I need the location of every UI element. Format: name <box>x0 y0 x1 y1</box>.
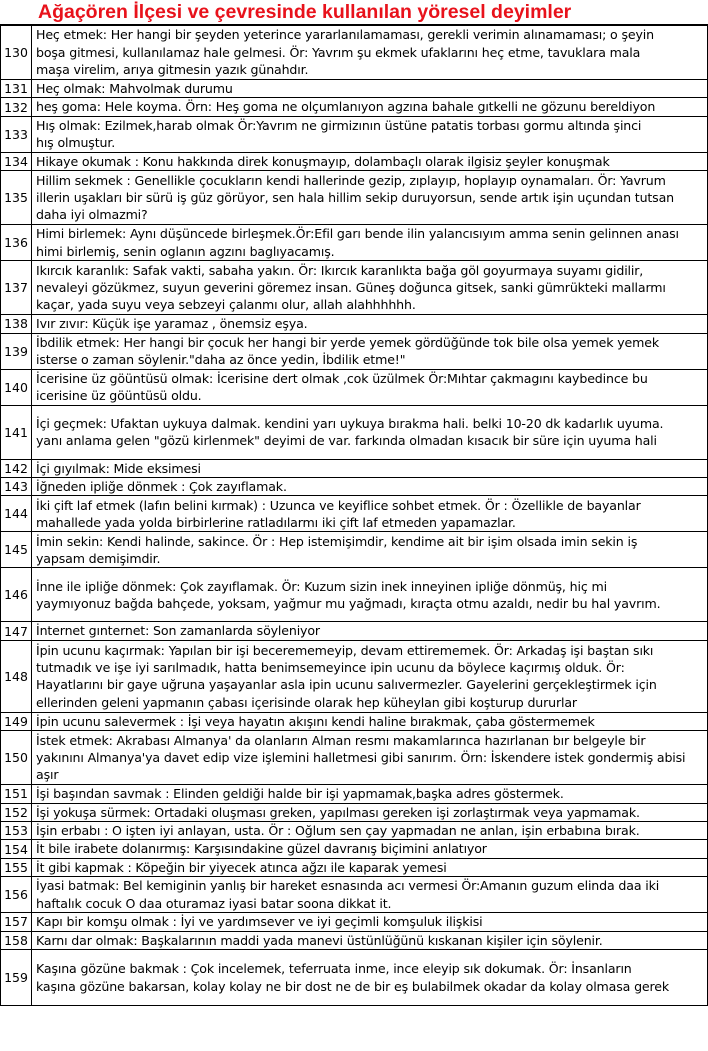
row-number: 130 <box>1 26 32 80</box>
idiom-text-line: İstek etmek: Akrabası Almanya' da olanların Alman resmı makamlarınca hazırlanan bır belgeyle bir <box>36 732 646 748</box>
idiom-text <box>32 369 708 405</box>
idiom-text-line: isterse o zaman söylenir."daha az önce yedin, İbdilik etme!" <box>36 352 406 368</box>
row-number: 149 <box>1 712 32 730</box>
idiom-text-line: İt bile irabete dolanırmış: Karşısındakine güzel davranış biçimini anlatıyor <box>36 841 487 857</box>
row-number: 158 <box>1 931 32 949</box>
row-number: 159 <box>1 950 32 1006</box>
row-number: 143 <box>1 478 32 496</box>
table-row <box>1 369 708 405</box>
idiom-text-line: İpin ucunu salevermek : İşi veya hayatın akışını kendi haline bırakmak, çaba göstermemek <box>36 713 595 729</box>
row-number: 153 <box>1 822 32 840</box>
table-row <box>1 116 708 152</box>
row-number: 147 <box>1 622 32 640</box>
row-number: 150 <box>1 731 32 785</box>
idiom-text <box>32 785 708 803</box>
idiom-text <box>32 532 708 568</box>
idiom-text-line: yanı anlama gelen "gözü kirlenmek" deyimi de var. farkında olmadan kısacık bir süre için uyuma hali <box>36 433 657 449</box>
row-number: 154 <box>1 840 32 858</box>
table-row <box>1 171 708 225</box>
row-number: 152 <box>1 803 32 821</box>
table-row <box>1 877 708 913</box>
idiom-text-line: maşa virelim, arıya gitmesin yazık günahdır. <box>36 62 309 78</box>
table-row <box>1 840 708 858</box>
idiom-text <box>32 478 708 496</box>
idiom-text-line: Hikaye okumak : Konu hakkında direk konuşmayıp, dolambaçlı olarak ilgisiz şeyler konuşmak <box>36 153 610 169</box>
idiom-text-line: Kapı bir komşu olmak : İyi ve yardımsever ve iyi geçimli komşuluk ilişkisi <box>36 914 483 930</box>
row-number: 155 <box>1 858 32 876</box>
idiom-text-line: tutmadık ve işe iyi sarılmadık, hatta benimsemeyince ipin ucunu da böylece kaçırmış olduk. Ör: <box>36 659 625 675</box>
idiom-text-line: kaşına gözüne bakarsan, kolay kolay ne bir dost ne de bir eş bulabilmek okadar da kolay olmasa gerek <box>36 978 670 994</box>
idiom-text <box>32 731 708 785</box>
idiom-text <box>32 640 708 712</box>
idiom-text-line: İnternet gınternet: Son zamanlarda söyleniyor <box>36 623 320 639</box>
idiom-text <box>32 405 708 459</box>
idiom-text-line: yapsam demişimdir. <box>36 550 161 566</box>
idiom-text <box>32 822 708 840</box>
idioms-table <box>0 25 708 1006</box>
idiom-text-line: heş goma: Hele koyma. Örn: Heş goma ne olçumlanıyon agzına bahale gıtkelli ne gözunu bereldiyon <box>36 99 656 115</box>
idiom-text <box>32 261 708 315</box>
idiom-text-line: İt gibi kapmak : Köpeğin bir yiyecek atınca ağzı ile kaparak yemesi <box>36 859 447 875</box>
idiom-text <box>32 152 708 170</box>
table-row <box>1 858 708 876</box>
idiom-text-line: icerisine üz göüntüsü oldu. <box>36 388 202 404</box>
row-number: 132 <box>1 98 32 116</box>
row-number: 144 <box>1 496 32 532</box>
idiom-text-line: illerin uşakları bir sürü iş güz görüyor, sen hala hillim sekip duruyorsun, sende artık işin uçundan tutsan <box>36 190 674 206</box>
page-title: Ağaçören İlçesi ve çevresinde kullanılan yöresel deyimler <box>38 1 572 23</box>
idiom-text-line: Heç olmak: Mahvolmak durumu <box>36 81 233 96</box>
idiom-text-line: İbdilik etmek: Her hangi bir çocuk her hangi bir yerde yemek gördüğünde tok bile olsa yemek yemek <box>36 334 659 350</box>
idiom-text-line: İnne ile ipliğe dönmek: Çok zayıflamak. Ör: Kuzum sizin inek inneyinen ipliğe dönmüş, hiç mi <box>36 578 607 594</box>
idiom-text-line: himi birlemiş, senin oglanın agzını baglıyacamış. <box>36 243 335 259</box>
idiom-text-line: Kaşına gözüne bakmak : Çok incelemek, teferruata inme, ince eleyip sık dokumak. Ör: İnsanların <box>36 961 632 977</box>
idiom-text <box>32 840 708 858</box>
table-row <box>1 315 708 333</box>
idiom-text <box>32 116 708 152</box>
row-number: 135 <box>1 171 32 225</box>
table-row <box>1 931 708 949</box>
idiom-text <box>32 315 708 333</box>
idiom-text <box>32 98 708 116</box>
idiom-text-line: daha iyi olmazmi? <box>36 207 148 223</box>
row-number: 136 <box>1 225 32 261</box>
row-number: 140 <box>1 369 32 405</box>
idiom-text <box>32 877 708 913</box>
idiom-text-line: mahallede yada yolda birbirlerine ratladılarmı iki çift laf etmeden yapamazlar. <box>36 514 516 530</box>
table-row <box>1 640 708 712</box>
idiom-text-line: İmin sekin: Kendi halinde, sakince. Ör : Hep istemişimdir, kendime ait bir işim olsada imin sekin iş <box>36 533 638 549</box>
idiom-text-line: Himi birlemek: Aynı düşüncede birleşmek.Ör:Efil garı bende ilin yalancısıyım amma senin gelinnen anası <box>36 226 679 242</box>
row-number: 134 <box>1 152 32 170</box>
table-row <box>1 405 708 459</box>
idiom-text <box>32 225 708 261</box>
table-row <box>1 459 708 477</box>
table-row <box>1 478 708 496</box>
idioms-table-body <box>1 26 708 1006</box>
idiom-text-line: nevaleyi gözükmez, suyun geverini göremez insan. Güneş doğunca gitsek, sanki gümrükteki mallarmı <box>36 280 666 296</box>
table-row <box>1 80 708 98</box>
idiom-text-line: İçi gıyılmak: Mide eksimesi <box>36 460 201 476</box>
idiom-text <box>32 333 708 369</box>
idiom-text <box>32 26 708 80</box>
idiom-text-line: Ivır zıvır: Küçük işe yaramaz , önemsiz eşya. <box>36 316 308 332</box>
idiom-text-line: İcerisine üz göüntüsü olmak: İcerisine dert olmak ,cok üzülmek Ör:Mıhtar çakmagını kaybedince bu <box>36 370 648 386</box>
table-row <box>1 225 708 261</box>
table-row <box>1 26 708 80</box>
idiom-text-line: Heç etmek: Her hangi bir şeyden yeterince yararlanılamaması, gerekli verimin alınamaması; o şeyin <box>36 27 654 43</box>
idiom-text-line: yaymıyonuz bağda bahçede, yoksam, yağmur mu yağmadı, kıraçta otmu azaldı, nedir bu hal yavrım. <box>36 595 661 611</box>
row-number: 141 <box>1 405 32 459</box>
row-number: 156 <box>1 877 32 913</box>
table-row <box>1 261 708 315</box>
idiom-text-line: haftalık cocuk O daa oturamaz iyasi batar soona dikkat it. <box>36 895 392 911</box>
table-row <box>1 712 708 730</box>
row-number: 151 <box>1 785 32 803</box>
row-number: 145 <box>1 532 32 568</box>
row-number: 131 <box>1 80 32 98</box>
idiom-text-line: İşi yokuşa sürmek: Ortadaki oluşması greken, yapılması gereken işi zorlaştırmak veya yapmamak. <box>36 804 640 820</box>
idiom-text <box>32 80 708 98</box>
table-row <box>1 731 708 785</box>
idiom-text <box>32 568 708 622</box>
idiom-text-line: Ikırcık karanlık: Safak vakti, sabaha yakın. Ör: Ikırcık karanlıkta bağa göl goyurmaya suyamı gidilir, <box>36 262 644 278</box>
idiom-text-line: Hayatlarını bir gaye uğruna yaşayanlar asla ipin ucunu salıvermezler. Gayelerini gerçekleştirmek için <box>36 677 657 693</box>
row-number: 157 <box>1 913 32 931</box>
idiom-text <box>32 712 708 730</box>
idiom-text <box>32 913 708 931</box>
idiom-text-line: yakınını Almanya'ya davet edip vize işlemini halletmesi gibi sanırım. Örn: İskendere istek gondermiş abisi <box>36 750 686 766</box>
idiom-text <box>32 950 708 1006</box>
table-row <box>1 152 708 170</box>
title-row <box>0 0 708 25</box>
idiom-text-line: İpin ucunu kaçırmak: Yapılan bir işi becerememeyip, devam ettirememek. Ör: Arkadaş işi baştan sıkı <box>36 642 654 658</box>
idiom-text-line: boşa gitmesi, kullanılamaz hale gelmesi. Ör: Yavrım şu ekmek ufaklarını heç etme, tavuklara mala <box>36 44 641 60</box>
row-number: 133 <box>1 116 32 152</box>
row-number: 137 <box>1 261 32 315</box>
idiom-text <box>32 622 708 640</box>
idiom-text-line: Hillim sekmek : Genellikle çocukların kendi hallerinde gezip, zıplayıp, hoplayıp oynamaları. Ör: Yavrum <box>36 172 666 188</box>
idiom-text-line: ellerinden geleni yapmanın çabası içerisinde olarak hep küheylan gibi koşturup dururlar <box>36 694 577 710</box>
idiom-text <box>32 858 708 876</box>
idiom-text <box>32 496 708 532</box>
idiom-text-line: hış olmuştur. <box>36 135 116 151</box>
idiom-text-line: İşi başından savmak : Elinden geldiği halde bir işi yapmamak,başka adres göstermek. <box>36 786 564 802</box>
table-row <box>1 333 708 369</box>
table-row <box>1 785 708 803</box>
table-row <box>1 950 708 1006</box>
table-row <box>1 803 708 821</box>
row-number: 138 <box>1 315 32 333</box>
table-row <box>1 913 708 931</box>
row-number: 142 <box>1 459 32 477</box>
table-row <box>1 98 708 116</box>
idiom-text <box>32 171 708 225</box>
idiom-text <box>32 803 708 821</box>
row-number: 148 <box>1 640 32 712</box>
idiom-text-line: kaçar, yada suyu veya sebzeyi çalanmı olur, allah alahhhhhh. <box>36 297 416 313</box>
table-row <box>1 622 708 640</box>
idiom-text-line: İyasi batmak: Bel kemiginin yanlış bir hareket esnasında acı vermesi Ör:Amanın guzum elinda daa iki <box>36 878 660 894</box>
idiom-text <box>32 931 708 949</box>
idiom-text-line: İçi geçmek: Ufaktan uykuya dalmak. kendini yarı uykuya bırakma hali. belki 10-20 dk kadarlık uyuma. <box>36 415 664 431</box>
table-row <box>1 822 708 840</box>
idiom-text <box>32 459 708 477</box>
idiom-text-line: İğneden ipliğe dönmek : Çok zayıflamak. <box>36 479 287 495</box>
table-row <box>1 568 708 622</box>
idiom-text-line: İşin erbabı : O işten iyi anlayan, usta. Ör : Oğlum sen çay yapmadan ne anlan, işin erbabına bırak. <box>36 823 640 839</box>
table-row <box>1 496 708 532</box>
row-number: 146 <box>1 568 32 622</box>
idiom-text-line: Karnı dar olmak: Başkalarının maddi yada manevi üstünlüğünü kıskanan kişiler için söylenir. <box>36 932 603 948</box>
idiom-text-line: Hış olmak: Ezilmek,harab olmak Ör:Yavrım ne girmizının üstüne patatis torbası gormu altında şinci <box>36 117 642 133</box>
idiom-text-line: İki çift laf etmek (lafın belini kırmak) : Uzunca ve keyiflice sohbet etmek. Ör : Özellikle de bayanlar <box>36 497 641 513</box>
row-number: 139 <box>1 333 32 369</box>
title-gap-cell <box>0 0 32 24</box>
idiom-text-line: aşır <box>36 767 59 783</box>
table-row <box>1 532 708 568</box>
